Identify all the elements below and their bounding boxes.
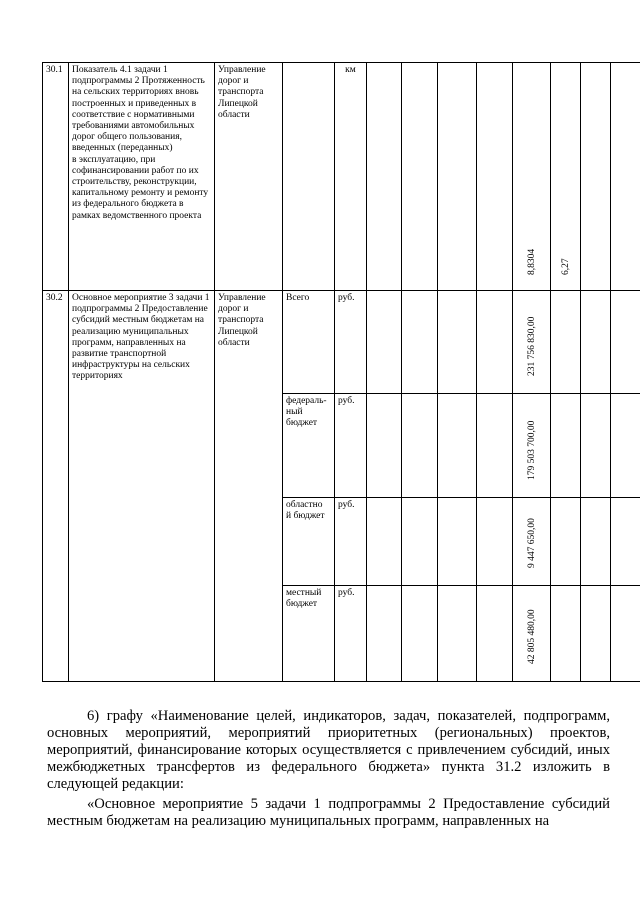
- empty-cell: [438, 63, 477, 291]
- empty-cell: [477, 498, 513, 586]
- empty-cell: [402, 63, 438, 291]
- empty-cell: [611, 394, 640, 498]
- empty-cell: [581, 586, 611, 682]
- empty-cell: [477, 63, 513, 291]
- unit-cell: руб.: [335, 291, 367, 394]
- value-text: 231 756 830,00: [526, 316, 537, 376]
- empty-cell: [438, 394, 477, 498]
- value-text: 9 447 650,00: [526, 518, 537, 568]
- value-text: 6,27: [560, 258, 571, 275]
- empty-cell: [402, 394, 438, 498]
- empty-cell: [611, 498, 640, 586]
- empty-cell: [367, 63, 402, 291]
- empty-cell: [611, 586, 640, 682]
- empty-cell: [367, 586, 402, 682]
- empty-cell: [477, 291, 513, 394]
- value-cell: [513, 498, 551, 586]
- funding-source: областно й бюджет: [283, 498, 335, 586]
- empty-cell: [551, 586, 581, 682]
- unit-cell: руб.: [335, 586, 367, 682]
- empty-cell: [367, 498, 402, 586]
- value-cell: [513, 63, 551, 291]
- empty-cell: [402, 586, 438, 682]
- empty-cell: [551, 394, 581, 498]
- empty-cell: [367, 291, 402, 394]
- empty-cell: [438, 291, 477, 394]
- funding-source: федераль- ный бюджет: [283, 394, 335, 498]
- table-row: [43, 291, 640, 394]
- value-cell: [551, 63, 581, 291]
- empty-cell: [367, 394, 402, 498]
- empty-cell: [581, 394, 611, 498]
- responsible-executor: Управление дорог и транспорта Липецкой области: [215, 63, 283, 291]
- empty-cell: [581, 291, 611, 394]
- responsible-executor: Управление дорог и транспорта Липецкой области: [215, 291, 283, 682]
- empty-cell: [551, 498, 581, 586]
- funding-source: [283, 63, 335, 291]
- amendment-quote-paragraph: «Основное мероприятие 5 задачи 1 подпрограммы 2 Предоставление субсидий местным бюджетам на реализацию муниципальных программ, направленных на: [47, 796, 610, 829]
- empty-cell: [581, 63, 611, 291]
- value-text: 42 805 480,00: [526, 609, 537, 664]
- indicator-name: Показатель 4.1 задачи 1 подпрограммы 2 Протяженность на сельских территориях вновь построенных и приведенных в соответствие с нормативными требованиями автомобильных дорог общего пользования, введенных (переданных) в эксплуатацию, при софинансировании работ по их строительству, реконструкции, капитальному ремонту и ремонту из федерального бюджета в рамках ведомственного проекта: [69, 63, 215, 291]
- empty-cell: [402, 498, 438, 586]
- unit-cell: руб.: [335, 394, 367, 498]
- value-cell: [513, 394, 551, 498]
- empty-cell: [611, 291, 640, 394]
- event-name: Основное мероприятие 3 задачи 1 подпрограммы 2 Предоставление субсидий местным бюджетам на реализацию муниципальных программ, направленных на развитие транспортной инфраструктуры на сельских территориях: [69, 291, 215, 682]
- empty-cell: [477, 394, 513, 498]
- table-row: [43, 63, 640, 291]
- empty-cell: [402, 291, 438, 394]
- empty-cell: [438, 498, 477, 586]
- value-cell: [513, 291, 551, 394]
- empty-cell: [477, 586, 513, 682]
- unit-cell: км: [335, 63, 367, 291]
- program-table: [42, 62, 640, 682]
- empty-cell: [438, 586, 477, 682]
- empty-cell: [551, 291, 581, 394]
- funding-source: местный бюджет: [283, 586, 335, 682]
- unit-cell: руб.: [335, 498, 367, 586]
- row-number: 30.2: [43, 291, 69, 682]
- empty-cell: [611, 63, 640, 291]
- amendment-paragraph: 6) графу «Наименование целей, индикаторов, задач, показателей, подпрограмм, основных мероприятий, мероприятий приоритетных (региональных) проектов, мероприятий, финансирование которых осуществляется с привлечением субсидий, иных межбюджетных трансфертов из федерального бюджета» пункта 31.2 изложить в следующей редакции:: [47, 708, 610, 792]
- value-text: 179 503 700,00: [526, 420, 537, 480]
- funding-source: Всего: [283, 291, 335, 394]
- empty-cell: [581, 498, 611, 586]
- value-text: 8,8304: [526, 248, 537, 275]
- row-number: 30.1: [43, 63, 69, 291]
- value-cell: [513, 586, 551, 682]
